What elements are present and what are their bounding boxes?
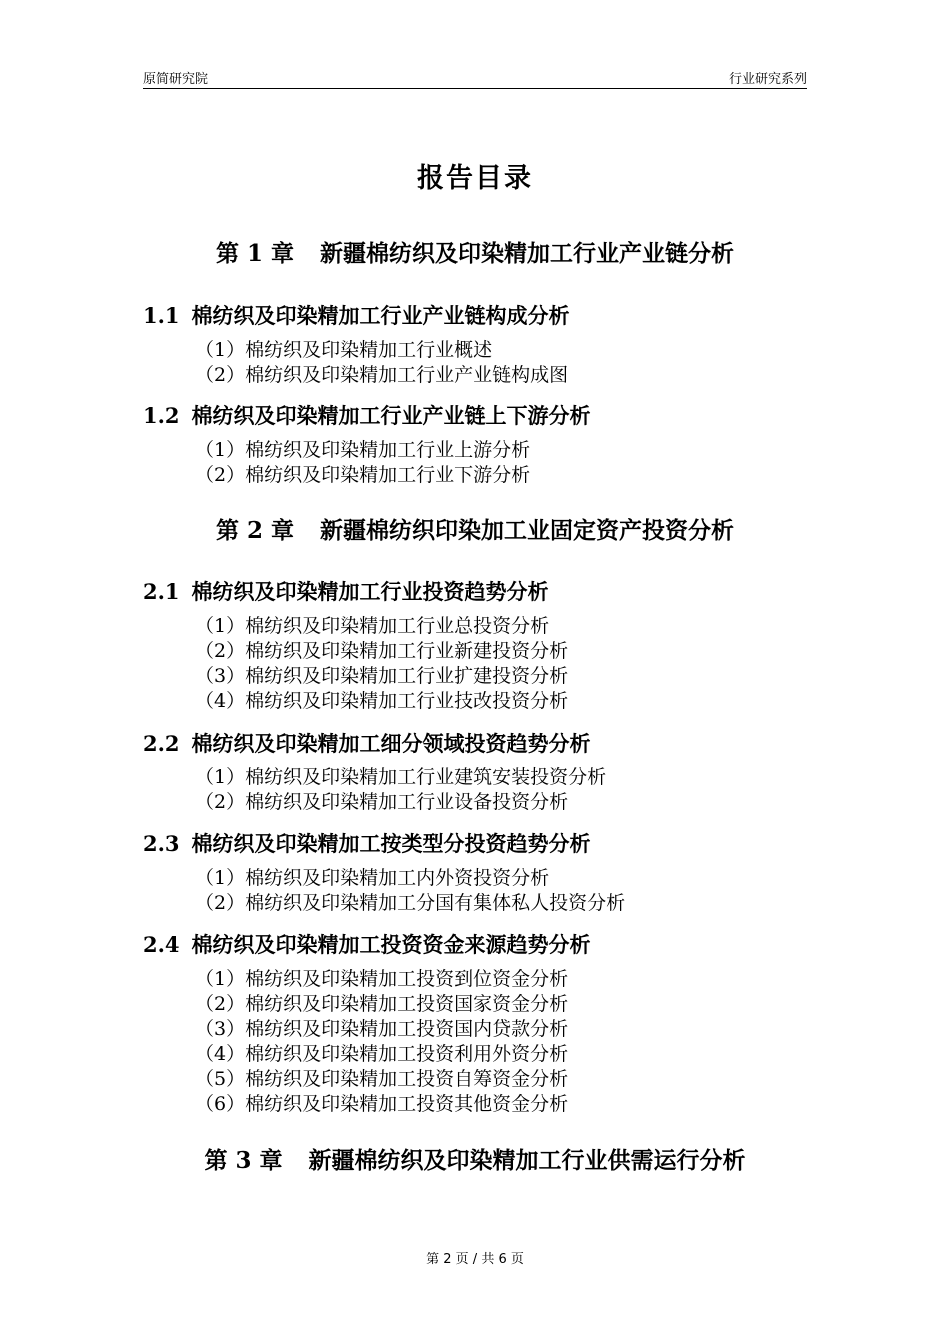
section-heading xyxy=(143,300,570,330)
chapter-heading xyxy=(0,512,950,545)
chapter-heading xyxy=(0,1142,950,1175)
chapter-title: 新疆棉纺织印染加工业固定资产投资分析 xyxy=(320,517,735,544)
section-title: 棉纺织及印染精加工细分领域投资趋势分析 xyxy=(191,731,591,756)
toc-item: （4）棉纺织及印染精加工投资利用外资分析 xyxy=(195,1043,569,1065)
toc-item: （1）棉纺织及印染精加工行业上游分析 xyxy=(195,439,531,461)
section-title: 棉纺织及印染精加工行业产业链构成分析 xyxy=(191,303,570,328)
section-number: 2.2 xyxy=(143,731,180,756)
toc-item: （2）棉纺织及印染精加工行业设备投资分析 xyxy=(195,791,569,813)
toc-item: （1）棉纺织及印染精加工投资到位资金分析 xyxy=(195,968,569,990)
page-number: 第 2 页 / 共 6 页 xyxy=(426,1252,524,1267)
toc-item: （2）棉纺织及印染精加工行业新建投资分析 xyxy=(195,640,569,662)
chapter-number: 第 1 章 xyxy=(215,240,295,267)
section-number: 1.1 xyxy=(143,303,180,328)
section-title: 棉纺织及印染精加工投资资金来源趋势分析 xyxy=(191,932,591,957)
section-number: 1.2 xyxy=(143,403,180,428)
section-number: 2.1 xyxy=(143,579,180,604)
page-header xyxy=(143,66,807,89)
section-heading xyxy=(143,400,591,430)
toc-item: （6）棉纺织及印染精加工投资其他资金分析 xyxy=(195,1093,569,1115)
chapter-title: 新疆棉纺织及印染精加工行业产业链分析 xyxy=(320,240,735,267)
section-title: 棉纺织及印染精加工行业产业链上下游分析 xyxy=(191,403,591,428)
header-series: 行业研究系列 xyxy=(728,72,807,87)
section-heading xyxy=(143,576,549,606)
chapter-number: 第 2 章 xyxy=(215,517,295,544)
section-title: 棉纺织及印染精加工按类型分投资趋势分析 xyxy=(191,831,591,856)
toc-item: （1）棉纺织及印染精加工内外资投资分析 xyxy=(195,867,550,889)
page-title: 报告目录 xyxy=(417,163,533,194)
toc-item: （3）棉纺织及印染精加工投资国内贷款分析 xyxy=(195,1018,569,1040)
toc-item: （2）棉纺织及印染精加工分国有集体私人投资分析 xyxy=(195,892,626,914)
toc-item: （1）棉纺织及印染精加工行业总投资分析 xyxy=(195,615,550,637)
chapter-heading xyxy=(0,235,950,268)
section-heading xyxy=(143,728,591,758)
section-title: 棉纺织及印染精加工行业投资趋势分析 xyxy=(191,579,549,604)
toc-item: （4）棉纺织及印染精加工行业技改投资分析 xyxy=(195,690,569,712)
chapter-title: 新疆棉纺织及印染精加工行业供需运行分析 xyxy=(308,1147,746,1174)
toc-item: （1）棉纺织及印染精加工行业建筑安装投资分析 xyxy=(195,766,607,788)
toc-item: （5）棉纺织及印染精加工投资自筹资金分析 xyxy=(195,1068,569,1090)
section-heading xyxy=(143,929,591,959)
toc-item: （2）棉纺织及印染精加工投资国家资金分析 xyxy=(195,993,569,1015)
section-heading xyxy=(143,828,591,858)
header-org: 原简研究院 xyxy=(143,72,209,87)
section-number: 2.4 xyxy=(143,932,180,957)
toc-item: （2）棉纺织及印染精加工行业产业链构成图 xyxy=(195,364,569,386)
toc-item: （1）棉纺织及印染精加工行业概述 xyxy=(195,339,493,361)
section-number: 2.3 xyxy=(143,831,180,856)
toc-item: （3）棉纺织及印染精加工行业扩建投资分析 xyxy=(195,665,569,687)
chapter-number: 第 3 章 xyxy=(204,1147,283,1174)
toc-item: （2）棉纺织及印染精加工行业下游分析 xyxy=(195,464,531,486)
